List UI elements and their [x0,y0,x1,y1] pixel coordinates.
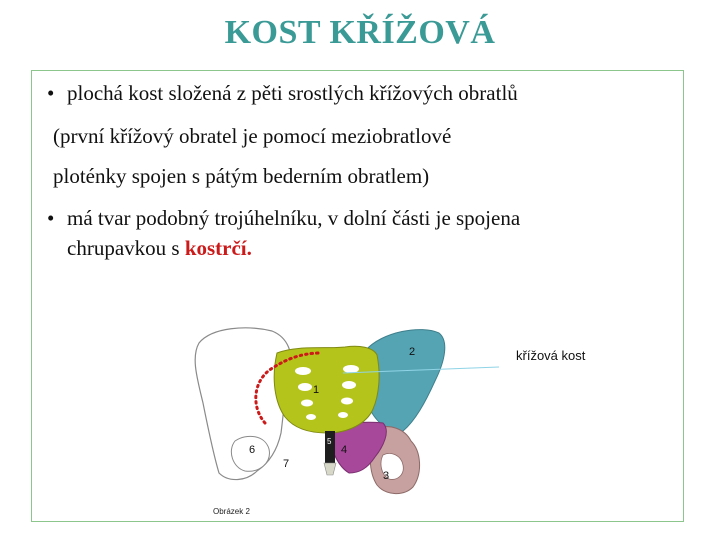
keyword-kostrc: kostrčí. [184,236,252,260]
slide-title: KOST KŘÍŽOVÁ [224,14,496,51]
pelvis-illustration [177,323,507,503]
figure-caption: Obrázek 2 [213,507,250,516]
bullet-2-line-2 [67,235,252,261]
bullet-dot: • [47,81,55,105]
bullet-dot: • [47,206,55,230]
label-number-6: 6 [249,444,256,456]
coccyx-tip [324,463,336,475]
callout-label: křížová kost [516,348,586,363]
content-box [31,70,684,522]
bullet-1-line-3: ploténky spojen s pátým bederním obratlem) [53,164,430,188]
bullet-1-line-2: (první křížový obratel je pomocí meziobratlové [53,124,452,148]
bullet-1-line-1 [47,80,518,106]
label-number-7: 7 [283,458,290,470]
label-number-5: 5 [327,437,332,446]
label-number-2: 2 [409,346,416,358]
bullet-2-text-2: chrupavkou s [67,236,185,260]
bullet-1-text-1: plochá kost složená z pěti srostlých křížových obratlů [67,81,518,105]
label-number-4: 4 [341,444,348,456]
label-number-3: 3 [383,470,390,482]
bullet-2-text-1: má tvar podobný trojúhelníku, v dolní části je spojena [67,206,521,230]
bullet-2-line-1 [47,205,521,231]
label-number-1: 1 [313,384,320,396]
